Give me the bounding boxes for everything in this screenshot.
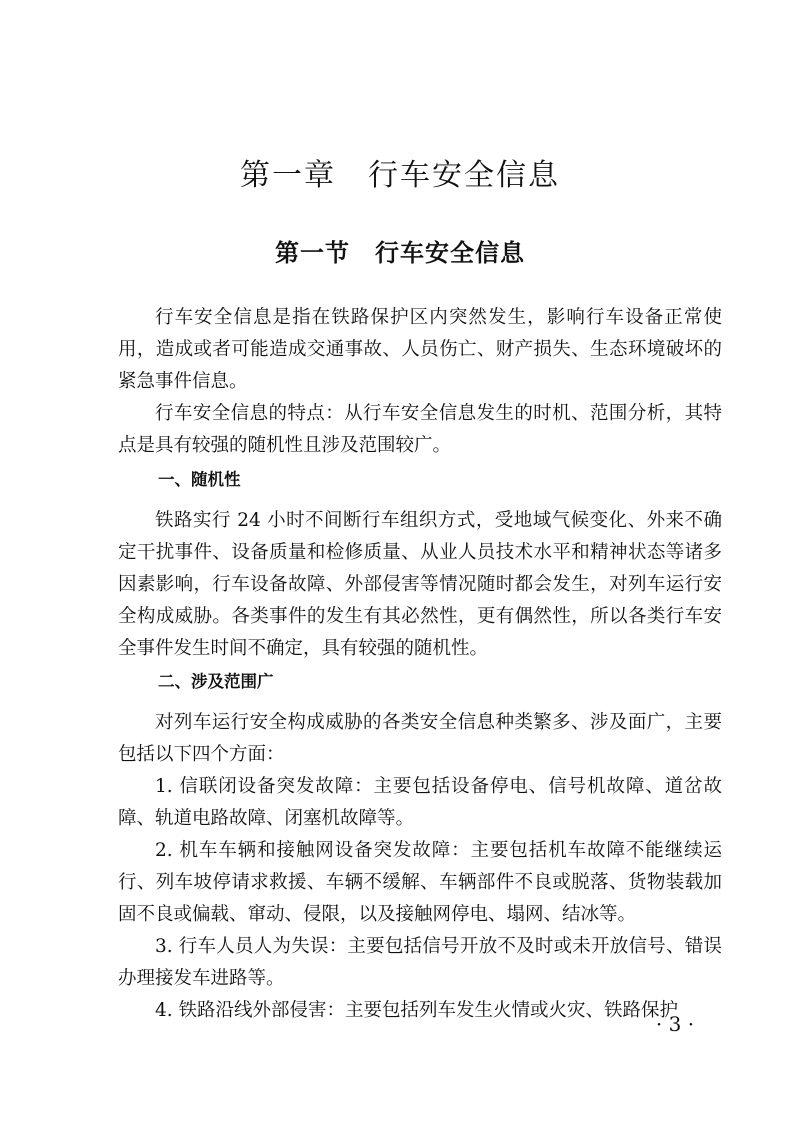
subsection-heading-randomness: 一、随机性	[158, 470, 241, 489]
subsection2-block	[118, 707, 722, 1027]
intro-paragraph-2: 行车安全信息的特点：从行车安全信息发生的时机、范围分析，其特点是具有较强的随机性且涉及范围较广。	[118, 403, 722, 456]
chapter-title: 第一章 行车安全信息	[240, 158, 560, 193]
list-item-1: 1. 信联闭设备突发故障：主要包括设备停电、信号机故障、道岔故障、轨道电路故障、闭塞机故障等。	[118, 776, 722, 829]
intro-block	[118, 302, 722, 462]
page-number: · 3 ·	[655, 1012, 695, 1036]
list-item-4: 4. 铁路沿线外部侵害：主要包括列车发生火情或火灾、铁路保护	[155, 1000, 679, 1021]
subsection-heading-scope: 二、涉及范围广	[158, 672, 274, 691]
randomness-paragraph: 铁路实行 24 小时不间断行车组织方式，受地域气候变化、外来不确定干扰事件、设备质量和检修质量、从业人员技术水平和精神状态等诸多因素影响，行车设备故障、外部侵害等情况随时都会发生，对列车运行安全构成威胁。各类事件的发生有其必然性，更有偶然性，所以各类行车安全事件发生时间不确定，具有较强的随机性。	[118, 510, 722, 659]
list-item-3: 3. 行车人员人为失误：主要包括信号开放不及时或未开放信号、错误办理接发车进路等。	[118, 936, 722, 989]
intro-paragraph-1: 行车安全信息是指在铁路保护区内突然发生，影响行车设备正常使用，造成或者可能造成交通事故、人员伤亡、财产损失、生态环境破坏的紧急事件信息。	[118, 307, 722, 392]
section-title: 第一节 行车安全信息	[275, 238, 525, 267]
scope-paragraph: 对列车运行安全构成威胁的各类安全信息种类繁多、涉及面广，主要包括以下四个方面：	[118, 712, 722, 765]
subsection1-block	[118, 505, 722, 665]
list-item-2: 2. 机车车辆和接触网设备突发故障：主要包括机车故障不能继续运行、列车坡停请求救援、车辆不缓解、车辆部件不良或脱落、货物装载加固不良或偏载、窜动、侵限，以及接触网停电、塌网、结冰等。	[118, 840, 722, 925]
